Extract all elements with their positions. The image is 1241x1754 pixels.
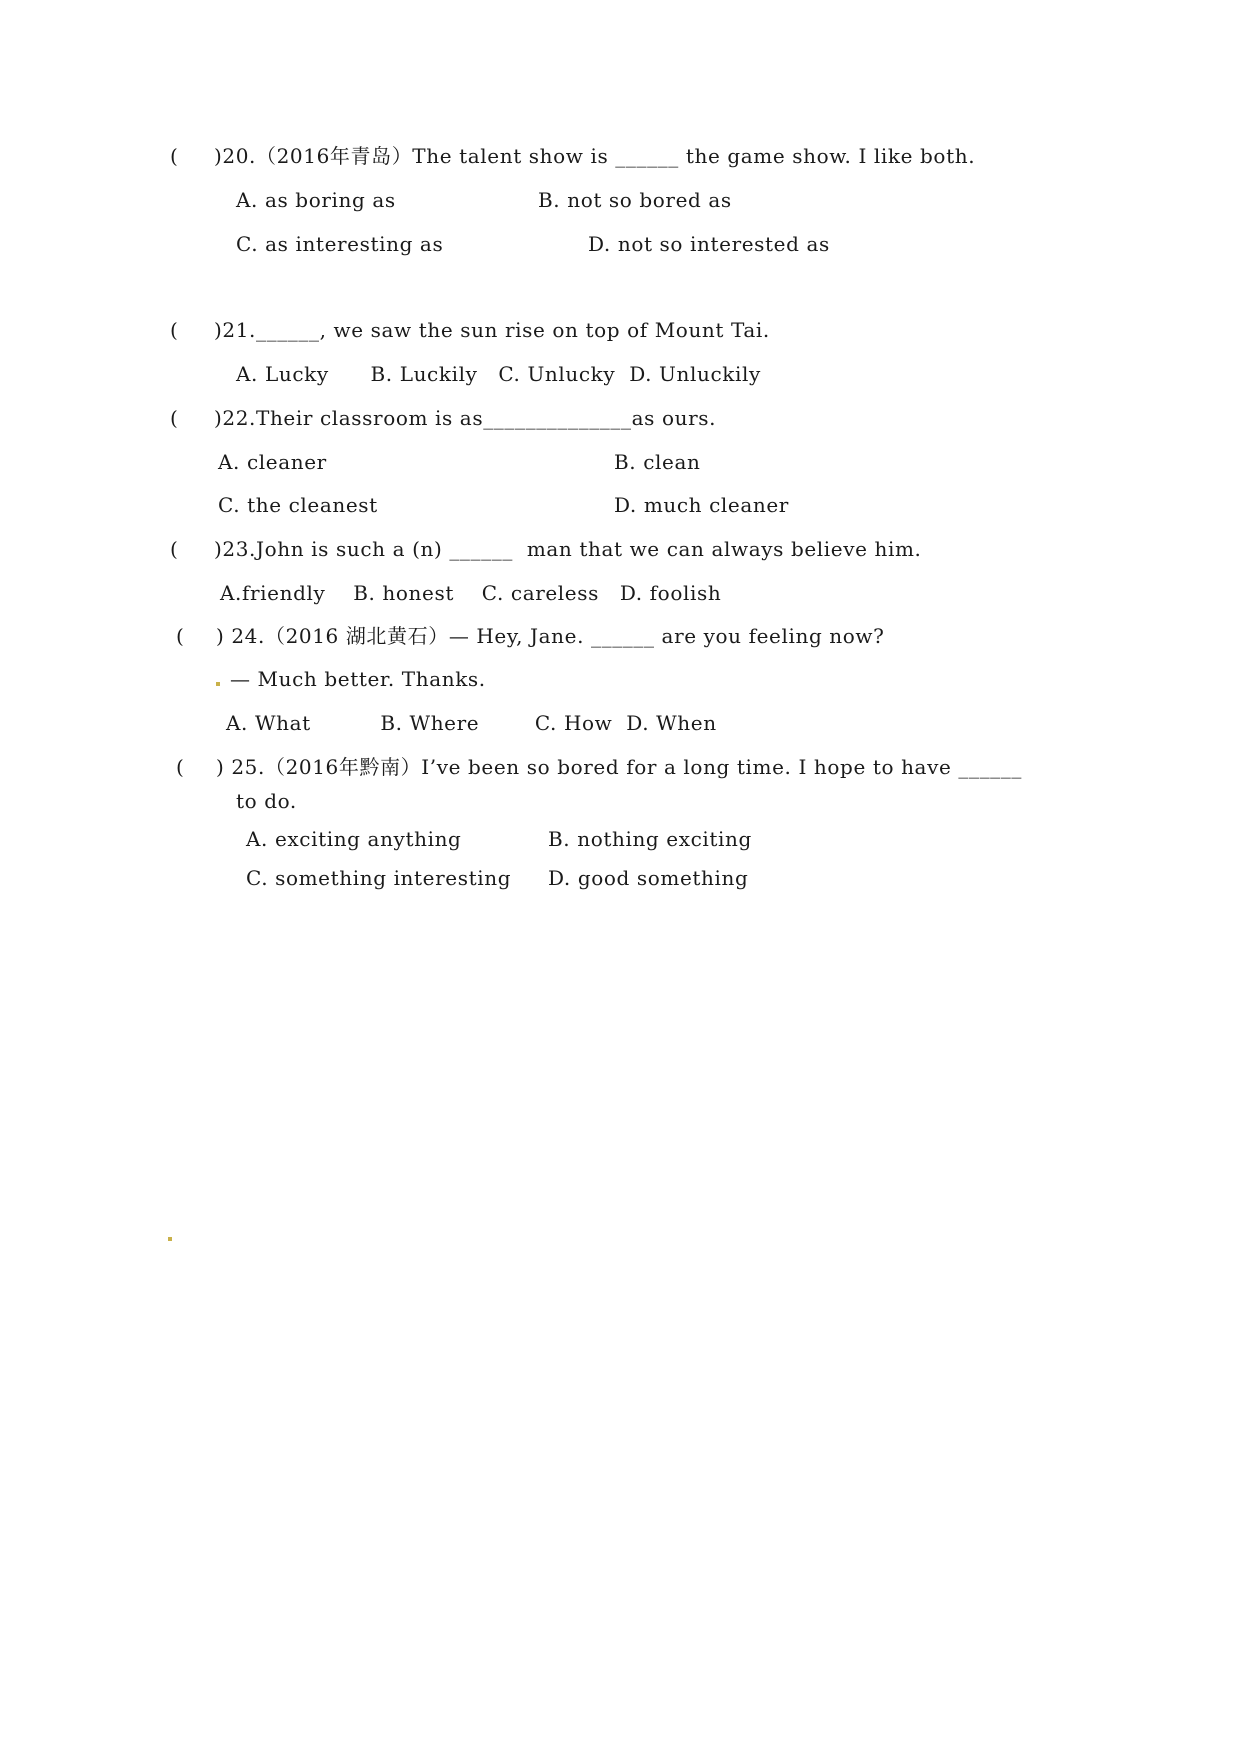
- question-25-stem-continued: to do.: [236, 789, 297, 813]
- question-21-options: A. Lucky B. Luckily C. Unlucky D. Unluckily: [236, 362, 761, 386]
- question-20-option-b: B. not so bored as: [538, 188, 732, 212]
- answer-bracket: (: [170, 406, 178, 430]
- question-24-reply: — Much better. Thanks.: [230, 667, 486, 691]
- question-20-option-c: C. as interesting as: [236, 232, 444, 256]
- question-20-stem: )20.（2016年青岛）The talent show is ______ the game show. I like both.: [214, 144, 976, 168]
- question-25-stem: ) 25.（2016年黔南）I’ve been so bored for a long time. I hope to have ______: [216, 755, 1022, 779]
- question-25-option-c: C. something interesting: [246, 866, 512, 890]
- question-22-option-c: C. the cleanest: [218, 493, 378, 517]
- question-23-options: A.friendly B. honest C. careless D. foolish: [220, 581, 722, 605]
- answer-bracket: (: [176, 755, 184, 779]
- question-24-stem: ) 24.（2016 湖北黄石）— Hey, Jane. ______ are you feeling now?: [216, 624, 885, 648]
- question-23-stem: )23.John is such a (n) ______ man that we can always believe him.: [214, 537, 922, 561]
- decorative-dot: [216, 682, 220, 686]
- question-24-options: A. What B. Where C. How D. When: [226, 711, 717, 735]
- question-20-option-d: D. not so interested as: [588, 232, 830, 256]
- question-25-option-d: D. good something: [548, 866, 749, 890]
- question-22-stem: )22.Their classroom is as______________as ours.: [214, 406, 717, 430]
- answer-bracket: (: [170, 144, 178, 168]
- question-22-option-a: A. cleaner: [218, 450, 327, 474]
- question-25-option-b: B. nothing exciting: [548, 827, 752, 851]
- decorative-dot: [168, 1237, 172, 1241]
- answer-bracket: (: [170, 537, 178, 561]
- question-25-option-a: A. exciting anything: [246, 827, 462, 851]
- answer-bracket: (: [170, 318, 178, 342]
- question-22-option-b: B. clean: [614, 450, 701, 474]
- question-20-option-a: A. as boring as: [236, 188, 396, 212]
- answer-bracket: (: [176, 624, 184, 648]
- question-21-stem: )21.______, we saw the sun rise on top of Mount Tai.: [214, 318, 770, 342]
- question-22-option-d: D. much cleaner: [614, 493, 789, 517]
